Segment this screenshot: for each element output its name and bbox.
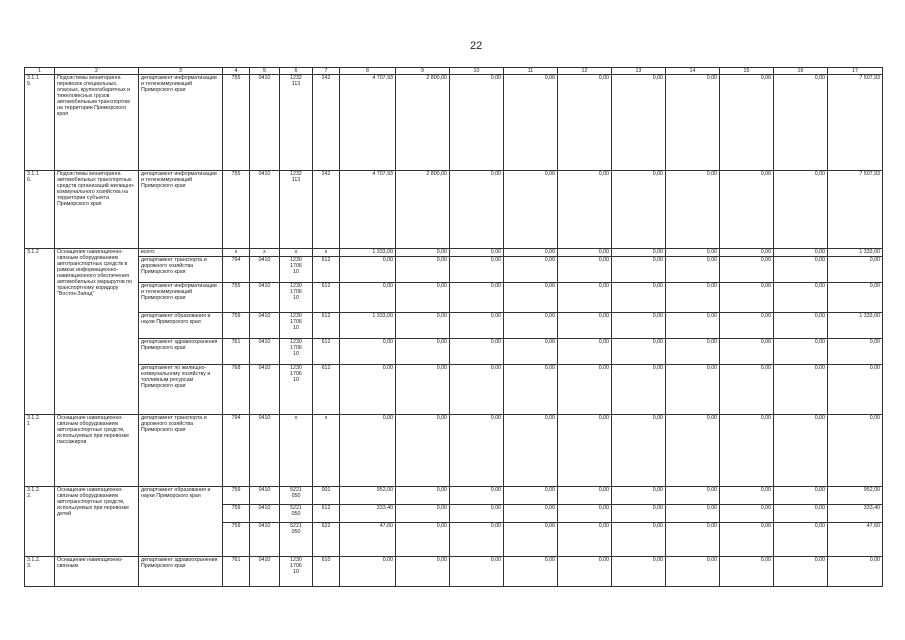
department-cell: департамент транспорта и дорожного хозяйства Приморского края bbox=[139, 415, 223, 487]
code-cell-c6: x bbox=[280, 249, 313, 257]
row-number-cell: 3.1.2. 3. bbox=[25, 557, 55, 587]
value-cell-c15: 0,00 bbox=[720, 75, 774, 171]
column-header-16: 16 bbox=[774, 68, 828, 75]
column-header-15: 15 bbox=[720, 68, 774, 75]
value-cell-c14: 0,00 bbox=[666, 487, 720, 505]
value-cell-c16: 0,00 bbox=[774, 523, 828, 557]
code-cell-c5: 0410 bbox=[250, 257, 280, 283]
value-cell-c11: 0,00 bbox=[504, 171, 558, 249]
value-cell-c14: 0,00 bbox=[666, 365, 720, 415]
value-cell-c13: 0,00 bbox=[612, 523, 666, 557]
code-cell-c7: x bbox=[313, 249, 340, 257]
value-cell-c12: 0,00 bbox=[558, 487, 612, 505]
department-cell: департамент здравоохранения Приморского края bbox=[139, 339, 223, 365]
code-cell-c5: 0410 bbox=[250, 171, 280, 249]
code-cell-c6: 1230 1706 10 bbox=[280, 257, 313, 283]
code-cell-c4: 794 bbox=[223, 415, 250, 487]
value-cell-c9: 2 800,00 bbox=[396, 171, 450, 249]
code-cell-c6: 5221 050 bbox=[280, 505, 313, 523]
value-cell-c14: 0,00 bbox=[666, 257, 720, 283]
column-header-3: 3 bbox=[139, 68, 223, 75]
value-cell-c16: 0,00 bbox=[774, 339, 828, 365]
table-row bbox=[25, 415, 883, 487]
column-header-13: 13 bbox=[612, 68, 666, 75]
code-cell-c7: 612 bbox=[313, 283, 340, 313]
department-cell: департамент информатизации и телекоммуникаций Приморского края bbox=[139, 283, 223, 313]
value-cell-c17: 0,00 bbox=[828, 415, 883, 487]
column-header-17: 17 bbox=[828, 68, 883, 75]
row-name-cell: Оснащение навигационно-связным bbox=[55, 557, 139, 587]
column-header-11: 11 bbox=[504, 68, 558, 75]
value-cell-c10: 0,00 bbox=[450, 557, 504, 587]
value-cell-c14: 0,00 bbox=[666, 313, 720, 339]
value-cell-c10: 0,00 bbox=[450, 257, 504, 283]
code-cell-c4: 761 bbox=[223, 557, 250, 587]
value-cell-c9: 0,00 bbox=[396, 557, 450, 587]
value-cell-c15: 0,00 bbox=[720, 365, 774, 415]
column-header-7: 7 bbox=[313, 68, 340, 75]
code-cell-c5: 0410 bbox=[250, 365, 280, 415]
value-cell-c14: 0,00 bbox=[666, 283, 720, 313]
column-header-12: 12 bbox=[558, 68, 612, 75]
code-cell-c4: x bbox=[223, 249, 250, 257]
value-cell-c11: 0,00 bbox=[504, 365, 558, 415]
value-cell-c12: 0,00 bbox=[558, 257, 612, 283]
code-cell-c4: 768 bbox=[223, 365, 250, 415]
value-cell-c11: 0,00 bbox=[504, 313, 558, 339]
value-cell-c9: 0,00 bbox=[396, 365, 450, 415]
code-cell-c5: 0410 bbox=[250, 505, 280, 523]
value-cell-c10: 0,00 bbox=[450, 487, 504, 505]
value-cell-c9: 0,00 bbox=[396, 257, 450, 283]
table-row bbox=[25, 75, 883, 171]
value-cell-c17: 1 333,00 bbox=[828, 313, 883, 339]
column-header-2: 2 bbox=[55, 68, 139, 75]
code-cell-c7: 612 bbox=[313, 257, 340, 283]
value-cell-c11: 0,00 bbox=[504, 257, 558, 283]
value-cell-c16: 0,00 bbox=[774, 249, 828, 257]
value-cell-c16: 0,00 bbox=[774, 283, 828, 313]
value-cell-c9: 0,00 bbox=[396, 249, 450, 257]
value-cell-c11: 0,00 bbox=[504, 415, 558, 487]
value-cell-c15: 0,00 bbox=[720, 557, 774, 587]
value-cell-c8: 0,00 bbox=[340, 283, 396, 313]
value-cell-c17: 0,00 bbox=[828, 257, 883, 283]
value-cell-c14: 0,00 bbox=[666, 415, 720, 487]
value-cell-c9: 0,00 bbox=[396, 313, 450, 339]
column-header-4: 4 bbox=[223, 68, 250, 75]
value-cell-c17: 7 507,93 bbox=[828, 75, 883, 171]
value-cell-c12: 0,00 bbox=[558, 505, 612, 523]
code-cell-c4: 759 bbox=[223, 487, 250, 505]
value-cell-c8: 4 707,93 bbox=[340, 75, 396, 171]
code-cell-c7: x bbox=[313, 415, 340, 487]
value-cell-c9: 0,00 bbox=[396, 487, 450, 505]
column-header-9: 9 bbox=[396, 68, 450, 75]
header-row bbox=[25, 68, 883, 75]
value-cell-c13: 0,00 bbox=[612, 339, 666, 365]
row-name-cell: Оснащение навигационно-связным оборудованием автотранспортных средств, используемых при перевозке пассажиров bbox=[55, 415, 139, 487]
code-cell-c6: 1232 113 bbox=[280, 75, 313, 171]
value-cell-c13: 0,00 bbox=[612, 249, 666, 257]
row-number-cell: 3.1.1 6. bbox=[25, 171, 55, 249]
value-cell-c17: 0,00 bbox=[828, 339, 883, 365]
value-cell-c10: 0,00 bbox=[450, 313, 504, 339]
value-cell-c8: 0,00 bbox=[340, 557, 396, 587]
value-cell-c15: 0,00 bbox=[720, 249, 774, 257]
department-cell: департамент здравоохранения Приморского края bbox=[139, 557, 223, 587]
value-cell-c15: 0,00 bbox=[720, 505, 774, 523]
department-cell: департамент транспорта и дорожного хозяйства Приморского края bbox=[139, 257, 223, 283]
value-cell-c14: 0,00 bbox=[666, 339, 720, 365]
value-cell-c8: 4 707,93 bbox=[340, 171, 396, 249]
table-row bbox=[25, 249, 883, 257]
row-name-cell: Оснащение навигационно-связным оборудованием автотранспортных средств, используемых при перевозке детей bbox=[55, 487, 139, 557]
value-cell-c8: 1 333,00 bbox=[340, 313, 396, 339]
value-cell-c10: 0,00 bbox=[450, 339, 504, 365]
value-cell-c15: 0,00 bbox=[720, 523, 774, 557]
code-cell-c7: 612 bbox=[313, 365, 340, 415]
code-cell-c4: 794 bbox=[223, 257, 250, 283]
value-cell-c10: 0,00 bbox=[450, 505, 504, 523]
row-number-cell: 3.1.2. 2. bbox=[25, 487, 55, 557]
value-cell-c17: 0,00 bbox=[828, 557, 883, 587]
code-cell-c5: 0410 bbox=[250, 283, 280, 313]
value-cell-c17: 47,60 bbox=[828, 523, 883, 557]
value-cell-c15: 0,00 bbox=[720, 313, 774, 339]
value-cell-c16: 0,00 bbox=[774, 365, 828, 415]
value-cell-c12: 0,00 bbox=[558, 283, 612, 313]
value-cell-c11: 0,00 bbox=[504, 75, 558, 171]
value-cell-c14: 0,00 bbox=[666, 523, 720, 557]
department-cell: департамент информатизации и телекоммуникаций Приморского края bbox=[139, 171, 223, 249]
value-cell-c9: 2 800,00 bbox=[396, 75, 450, 171]
code-cell-c6: 1230 1706 10 bbox=[280, 365, 313, 415]
value-cell-c12: 0,00 bbox=[558, 557, 612, 587]
column-header-8: 8 bbox=[340, 68, 396, 75]
code-cell-c4: 759 bbox=[223, 313, 250, 339]
value-cell-c17: 0,00 bbox=[828, 365, 883, 415]
value-cell-c12: 0,00 bbox=[558, 339, 612, 365]
code-cell-c4: 755 bbox=[223, 171, 250, 249]
value-cell-c11: 0,00 bbox=[504, 249, 558, 257]
department-cell: департамент образования и науки Приморского края bbox=[139, 487, 223, 557]
page-number: 22 bbox=[470, 40, 483, 52]
value-cell-c9: 0,00 bbox=[396, 339, 450, 365]
value-cell-c8: 0,00 bbox=[340, 365, 396, 415]
value-cell-c16: 0,00 bbox=[774, 505, 828, 523]
code-cell-c5: 0410 bbox=[250, 313, 280, 339]
value-cell-c10: 0,00 bbox=[450, 365, 504, 415]
code-cell-c4: 761 bbox=[223, 339, 250, 365]
value-cell-c10: 0,00 bbox=[450, 75, 504, 171]
code-cell-c5: 0410 bbox=[250, 487, 280, 505]
value-cell-c12: 0,00 bbox=[558, 249, 612, 257]
value-cell-c15: 0,00 bbox=[720, 283, 774, 313]
value-cell-c13: 0,00 bbox=[612, 365, 666, 415]
code-cell-c5: x bbox=[250, 249, 280, 257]
value-cell-c17: 7 507,93 bbox=[828, 171, 883, 249]
value-cell-c16: 0,00 bbox=[774, 313, 828, 339]
budget-table bbox=[24, 67, 883, 587]
row-name-cell: Подсистемы мониторинга автомобильных транспортных средств организаций жилищно-коммунального хозяйства на территории субъекта Приморского края bbox=[55, 171, 139, 249]
value-cell-c12: 0,00 bbox=[558, 171, 612, 249]
value-cell-c15: 0,00 bbox=[720, 171, 774, 249]
value-cell-c12: 0,00 bbox=[558, 365, 612, 415]
value-cell-c12: 0,00 bbox=[558, 75, 612, 171]
column-header-10: 10 bbox=[450, 68, 504, 75]
value-cell-c10: 0,00 bbox=[450, 249, 504, 257]
value-cell-c10: 0,00 bbox=[450, 415, 504, 487]
value-cell-c17: 333,40 bbox=[828, 505, 883, 523]
value-cell-c12: 0,00 bbox=[558, 313, 612, 339]
value-cell-c13: 0,00 bbox=[612, 75, 666, 171]
table-row bbox=[25, 365, 883, 415]
value-cell-c9: 0,00 bbox=[396, 283, 450, 313]
value-cell-c11: 0,00 bbox=[504, 523, 558, 557]
table-row bbox=[25, 313, 883, 339]
value-cell-c14: 0,00 bbox=[666, 249, 720, 257]
code-cell-c6: 1232 113 bbox=[280, 171, 313, 249]
code-cell-c6: x bbox=[280, 415, 313, 487]
column-header-5: 5 bbox=[250, 68, 280, 75]
code-cell-c6: 1230 1706 10 bbox=[280, 283, 313, 313]
value-cell-c14: 0,00 bbox=[666, 505, 720, 523]
code-cell-c5: 0410 bbox=[250, 523, 280, 557]
code-cell-c6: 5221 050 bbox=[280, 487, 313, 505]
code-cell-c7: 612 bbox=[313, 339, 340, 365]
value-cell-c8: 952,00 bbox=[340, 487, 396, 505]
value-cell-c16: 0,00 bbox=[774, 487, 828, 505]
value-cell-c9: 0,00 bbox=[396, 505, 450, 523]
value-cell-c8: 1 333,00 bbox=[340, 249, 396, 257]
value-cell-c11: 0,00 bbox=[504, 283, 558, 313]
department-cell: департамент по жилищно-коммунальному хозяйству и топливным ресурсам Приморского края bbox=[139, 365, 223, 415]
value-cell-c15: 0,00 bbox=[720, 415, 774, 487]
value-cell-c17: 1 333,00 bbox=[828, 249, 883, 257]
value-cell-c11: 0,00 bbox=[504, 505, 558, 523]
table-row bbox=[25, 339, 883, 365]
value-cell-c9: 0,00 bbox=[396, 523, 450, 557]
value-cell-c11: 0,00 bbox=[504, 487, 558, 505]
value-cell-c17: 952,00 bbox=[828, 487, 883, 505]
code-cell-c6: 1230 1706 10 bbox=[280, 313, 313, 339]
code-cell-c5: 0410 bbox=[250, 415, 280, 487]
value-cell-c12: 0,00 bbox=[558, 415, 612, 487]
code-cell-c7: 242 bbox=[313, 75, 340, 171]
code-cell-c5: 0410 bbox=[250, 339, 280, 365]
value-cell-c16: 0,00 bbox=[774, 171, 828, 249]
value-cell-c11: 0,00 bbox=[504, 557, 558, 587]
value-cell-c13: 0,00 bbox=[612, 557, 666, 587]
row-name-cell: Подсистемы мониторинга перевозок специальных, опасных, крупногабаритных и тяжеловесных грузов автомобильным транспортом на территории Приморского края bbox=[55, 75, 139, 171]
value-cell-c8: 0,00 bbox=[340, 339, 396, 365]
value-cell-c8: 333,40 bbox=[340, 505, 396, 523]
value-cell-c15: 0,00 bbox=[720, 257, 774, 283]
value-cell-c16: 0,00 bbox=[774, 75, 828, 171]
code-cell-c7: 242 bbox=[313, 171, 340, 249]
value-cell-c10: 0,00 bbox=[450, 283, 504, 313]
value-cell-c15: 0,00 bbox=[720, 339, 774, 365]
value-cell-c13: 0,00 bbox=[612, 505, 666, 523]
code-cell-c5: 0410 bbox=[250, 557, 280, 587]
table-row bbox=[25, 283, 883, 313]
code-cell-c6: 1230 1706 10 bbox=[280, 557, 313, 587]
code-cell-c7: 612 bbox=[313, 313, 340, 339]
value-cell-c10: 0,00 bbox=[450, 171, 504, 249]
table-row bbox=[25, 557, 883, 587]
value-cell-c13: 0,00 bbox=[612, 283, 666, 313]
row-number-cell: 3.1.2. 1 bbox=[25, 415, 55, 487]
value-cell-c8: 47,60 bbox=[340, 523, 396, 557]
column-header-14: 14 bbox=[666, 68, 720, 75]
value-cell-c14: 0,00 bbox=[666, 171, 720, 249]
value-cell-c17: 0,00 bbox=[828, 283, 883, 313]
column-header-6: 6 bbox=[280, 68, 313, 75]
table-row bbox=[25, 171, 883, 249]
code-cell-c7: 612 bbox=[313, 505, 340, 523]
department-cell: департамент информатизации и телекоммуникаций Приморского края bbox=[139, 75, 223, 171]
value-cell-c8: 0,00 bbox=[340, 415, 396, 487]
value-cell-c15: 0,00 bbox=[720, 487, 774, 505]
code-cell-c4: 759 bbox=[223, 505, 250, 523]
value-cell-c13: 0,00 bbox=[612, 257, 666, 283]
code-cell-c4: 759 bbox=[223, 523, 250, 557]
value-cell-c16: 0,00 bbox=[774, 557, 828, 587]
code-cell-c7: 001 bbox=[313, 487, 340, 505]
code-cell-c6: 5221 050 bbox=[280, 523, 313, 557]
value-cell-c13: 0,00 bbox=[612, 415, 666, 487]
value-cell-c8: 0,00 bbox=[340, 257, 396, 283]
value-cell-c13: 0,00 bbox=[612, 171, 666, 249]
row-name-cell: Оснащение навигационно-связным оборудованием автотранспортных средств в рамках информационно-навигационного обеспечения автомобильных маршрутов по транспортному коридору "Восток-Запад" bbox=[55, 249, 139, 415]
table-row bbox=[25, 487, 883, 505]
department-cell: департамент образования и науки Приморского края bbox=[139, 313, 223, 339]
row-number-cell: 3.1.2 bbox=[25, 249, 55, 415]
code-cell-c7: 610 bbox=[313, 557, 340, 587]
code-cell-c4: 755 bbox=[223, 283, 250, 313]
value-cell-c16: 0,00 bbox=[774, 415, 828, 487]
value-cell-c14: 0,00 bbox=[666, 557, 720, 587]
value-cell-c10: 0,00 bbox=[450, 523, 504, 557]
value-cell-c9: 0,00 bbox=[396, 415, 450, 487]
code-cell-c6: 1230 1706 10 bbox=[280, 339, 313, 365]
value-cell-c16: 0,00 bbox=[774, 257, 828, 283]
value-cell-c11: 0,00 bbox=[504, 339, 558, 365]
code-cell-c5: 0410 bbox=[250, 75, 280, 171]
value-cell-c13: 0,00 bbox=[612, 313, 666, 339]
value-cell-c13: 0,00 bbox=[612, 487, 666, 505]
column-header-1: 1 bbox=[25, 68, 55, 75]
value-cell-c14: 0,00 bbox=[666, 75, 720, 171]
table-row bbox=[25, 257, 883, 283]
code-cell-c4: 755 bbox=[223, 75, 250, 171]
code-cell-c7: 622 bbox=[313, 523, 340, 557]
department-cell: всего: bbox=[139, 249, 223, 257]
row-number-cell: 3.1.1 5. bbox=[25, 75, 55, 171]
value-cell-c12: 0,00 bbox=[558, 523, 612, 557]
